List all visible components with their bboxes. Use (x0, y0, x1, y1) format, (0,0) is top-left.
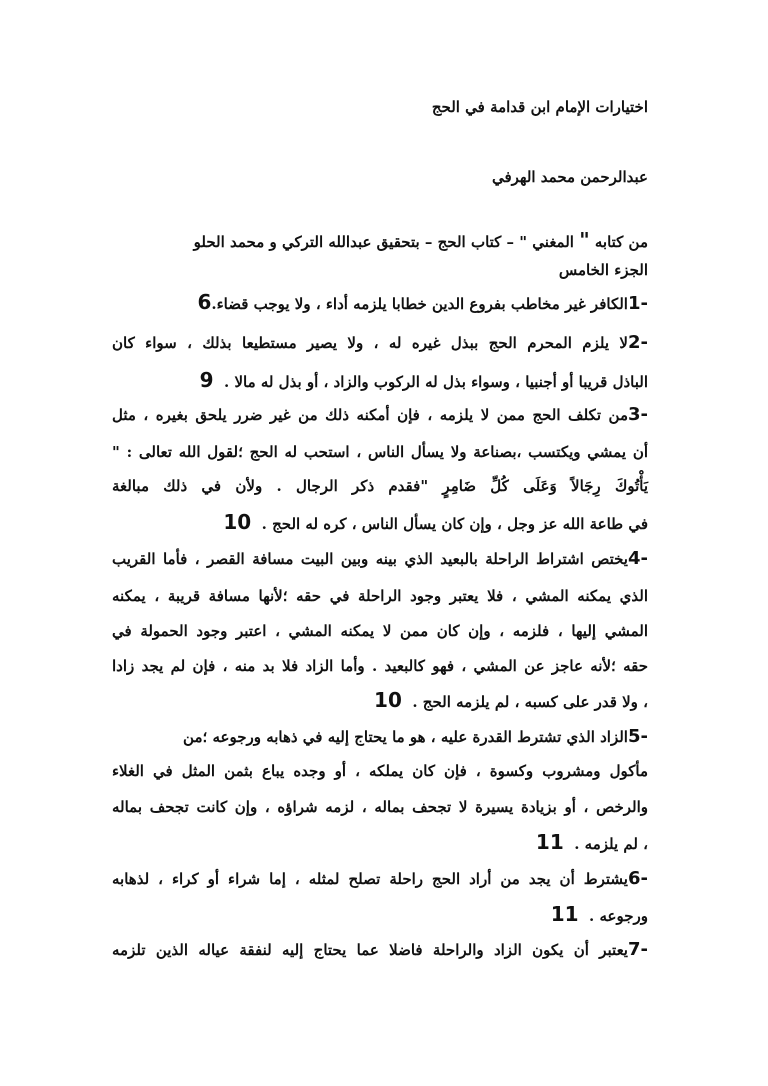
item-line-wrap (112, 474, 648, 498)
item-line: يختص اشتراط الراحلة بالبعيد الذي بينه وبين البيت مسافة القصر ، فأما القريب (112, 550, 628, 568)
volume-label: الجزء الخامس (558, 261, 648, 279)
item-line-wrap (112, 440, 648, 464)
list-item (112, 403, 648, 427)
item-number: -5 (627, 726, 648, 747)
list-item (112, 867, 648, 891)
item-line: ، ولا قدر على كسبه ، لم يلزمه الحج . (412, 693, 648, 711)
item-line-wrap (112, 902, 648, 928)
item-line: حقه ؛لأنه عاجز عن المشي ، فهو كالبعيد . وأما الزاد فلا بد منه ، فإن لم يجد زادا (112, 657, 648, 675)
item-line: مأكول ومشروب وكسوة ، فإن كان يملكه ، أو وجده يباع بثمن المثل في الغلاء (112, 762, 648, 780)
item-number: -6 (627, 868, 648, 889)
item-number: -4 (627, 548, 648, 569)
item-number: -1 (627, 293, 648, 314)
item-line: من تكلف الحج ممن لا يلزمه ، فإن أمكنه ذلك من غير ضرر يلحق بغيره ، مثل (112, 406, 628, 424)
item-line-wrap (112, 830, 648, 856)
item-number: -3 (627, 404, 648, 425)
author-name: عبدالرحمن محمد الهرفي (491, 168, 648, 186)
item-line: الباذل قريبا أو أجنبيا ، وسواء بذل له الركوب والزاد ، أو بذل له مالا . (224, 373, 648, 391)
page-ref: 11 (550, 902, 579, 926)
item-line-wrap (112, 654, 648, 678)
source-rest: المغني " – كتاب الحج – بتحقيق عبدالله التركي و محمد الحلو (193, 233, 574, 251)
page-ref: 9 (199, 368, 214, 392)
item-line: لا يلزم المحرم الحج ببذل غيره له ، ولا يصير مستطيعا بذلك ، سواء كان (112, 334, 628, 352)
document-title: اختيارات الإمام ابن قدامة في الحج (431, 98, 648, 116)
item-line-wrap (112, 619, 648, 643)
item-line: ، لم يلزمه . (574, 835, 648, 853)
list-item (112, 725, 648, 749)
list-item (112, 547, 648, 571)
item-line: يَأْتُوكَ رِجَالاً وَعَلَى كُلِّ ضَامِرٍ "فقدم ذكر الرجال . ولأن في ذلك مبالغة (112, 477, 648, 495)
item-line: المشي إليها ، فلزمه ، وإن كان ممن لا يمكنه المشي ، اعتبر وجود الحمولة في (112, 622, 648, 640)
item-line: الذي يمكنه المشي ، فلا يعتبر وجود الراحلة في حقه ؛لأنها مسافة قريبة ، يمكنه (112, 587, 648, 605)
item-line-wrap (112, 795, 648, 819)
list-item (112, 938, 648, 962)
page-ref: 6 (197, 290, 212, 314)
item-line-wrap (112, 368, 648, 394)
item-line: يعتبر أن يكون الزاد والراحلة فاضلا عما يحتاج إليه لنفقة عياله الذين تلزمه (112, 941, 628, 959)
source-prefix: من كتابه (594, 233, 648, 251)
page-ref: 10 (223, 510, 252, 534)
item-line: يشترط أن يجد من أراد الحج راحلة تصلح لمثله ، إما شراء أو كراء ، لذهابه (112, 870, 628, 888)
item-line-wrap (112, 759, 648, 783)
item-line: الزاد الذي تشترط القدرة عليه ، هو ما يحتاج إليه في ذهابه ورجوعه ؛من (183, 728, 628, 746)
item-number: -2 (627, 332, 648, 353)
list-item (112, 290, 648, 316)
item-number: -7 (627, 939, 648, 960)
item-line: الكافر غير مخاطب بفروع الدين خطابا يلزمه أداء ، ولا يوجب قضاء. (211, 295, 628, 313)
item-line: والرخص ، أو بزيادة يسيرة لا تجحف بماله ، لزمه شراؤه ، وإن كانت تجحف بماله (112, 798, 648, 816)
source-line (112, 228, 648, 254)
item-line-wrap (112, 688, 648, 714)
item-line-wrap (112, 510, 648, 536)
page-ref: 11 (535, 830, 564, 854)
source-quote-mark: " (579, 228, 590, 252)
list-item (112, 331, 648, 355)
item-line: في طاعة الله عز وجل ، وإن كان يسأل الناس ، كره له الحج . (261, 515, 648, 533)
item-line-wrap (112, 584, 648, 608)
item-line: أن يمشي ويكتسب ،بصناعة ولا يسأل الناس ، استحب له الحج ؛لقول الله تعالى : " (112, 443, 648, 461)
item-line: ورجوعه . (589, 907, 648, 925)
page-ref: 10 (374, 688, 402, 712)
